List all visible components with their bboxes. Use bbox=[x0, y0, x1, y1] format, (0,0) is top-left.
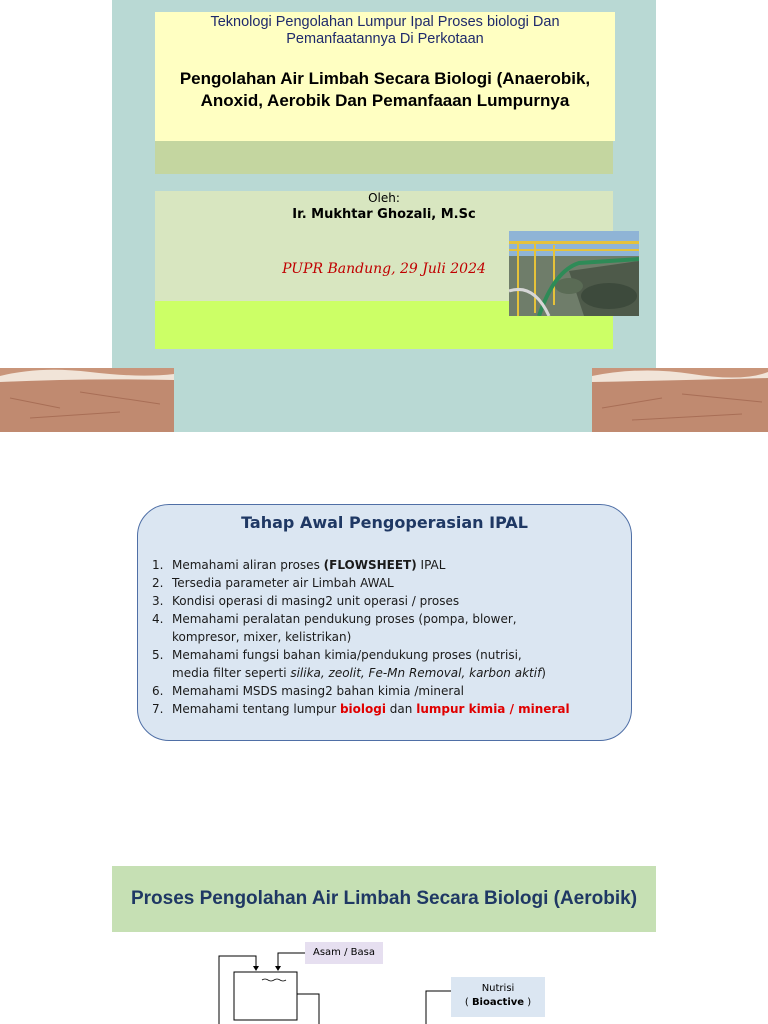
list-item: 1. Memahami aliran proses (FLOWSHEET) IPAL bbox=[152, 558, 446, 572]
list-item: 6. Memahami MSDS masing2 bahan kimia /mineral bbox=[152, 684, 465, 698]
banner-title: Proses Pengolahan Air Limbah Secara Biologi (Aerobik) bbox=[130, 888, 638, 909]
list-item: 3. Kondisi operasi di masing2 unit operasi / proses bbox=[152, 594, 460, 608]
steps-list bbox=[152, 556, 570, 718]
title-slide bbox=[112, 0, 656, 432]
slide-title-line-1: Pengolahan Air Limbah Secara Biologi (Anaerobik, bbox=[179, 69, 591, 88]
torn-paper-right bbox=[592, 368, 768, 432]
slide-subtitle: Teknologi Pengolahan Lumpur Ipal Proses biologi Dan Pemanfaatannya Di Perkotaan bbox=[210, 14, 560, 47]
torn-paper-left bbox=[0, 368, 174, 432]
nutrient-box bbox=[451, 977, 545, 1017]
author-name: Ir. Mukhtar Ghozali, M.Sc bbox=[292, 207, 476, 222]
nutrient-label: Nutrisi bbox=[481, 983, 515, 994]
list-item: 4. Memahami peralatan pendukung proses (pompa, blower, bbox=[152, 612, 517, 626]
green-band bbox=[155, 141, 613, 174]
list-item-continuation: media filter seperti silika, zeolit, Fe-Mn Removal, karbon aktif) bbox=[172, 666, 546, 680]
title-box bbox=[155, 12, 615, 141]
list-item: 5. Memahami fungsi bahan kimia/pendukung proses (nutrisi, bbox=[152, 648, 522, 662]
by-label: Oleh: bbox=[368, 191, 400, 205]
acid-base-box bbox=[305, 942, 383, 964]
list-item-continuation: kompresor, mixer, kelistrikan) bbox=[172, 630, 352, 644]
wastewater-plant-photo bbox=[509, 231, 639, 316]
acid-base-label: Asam / Basa bbox=[313, 947, 375, 958]
slide-title-line-2: Anoxid, Aerobik Dan Pemanfaaan Lumpurnya bbox=[200, 91, 570, 110]
list-item: 7. Memahami tentang lumpur biologi dan lumpur kimia / mineral bbox=[152, 702, 570, 716]
list-item: 2. Tersedia parameter air Limbah AWAL bbox=[152, 576, 394, 590]
slide-title bbox=[155, 68, 615, 112]
box-title: Tahap Awal Pengoperasian IPAL bbox=[241, 513, 528, 532]
process-banner bbox=[112, 866, 656, 932]
bioactive-label: ( Bioactive ) bbox=[464, 997, 532, 1008]
process-flow-diagram bbox=[0, 932, 768, 1024]
event-date: PUPR Bandung, 29 Juli 2024 bbox=[282, 261, 486, 277]
ipal-steps-box bbox=[137, 504, 632, 741]
